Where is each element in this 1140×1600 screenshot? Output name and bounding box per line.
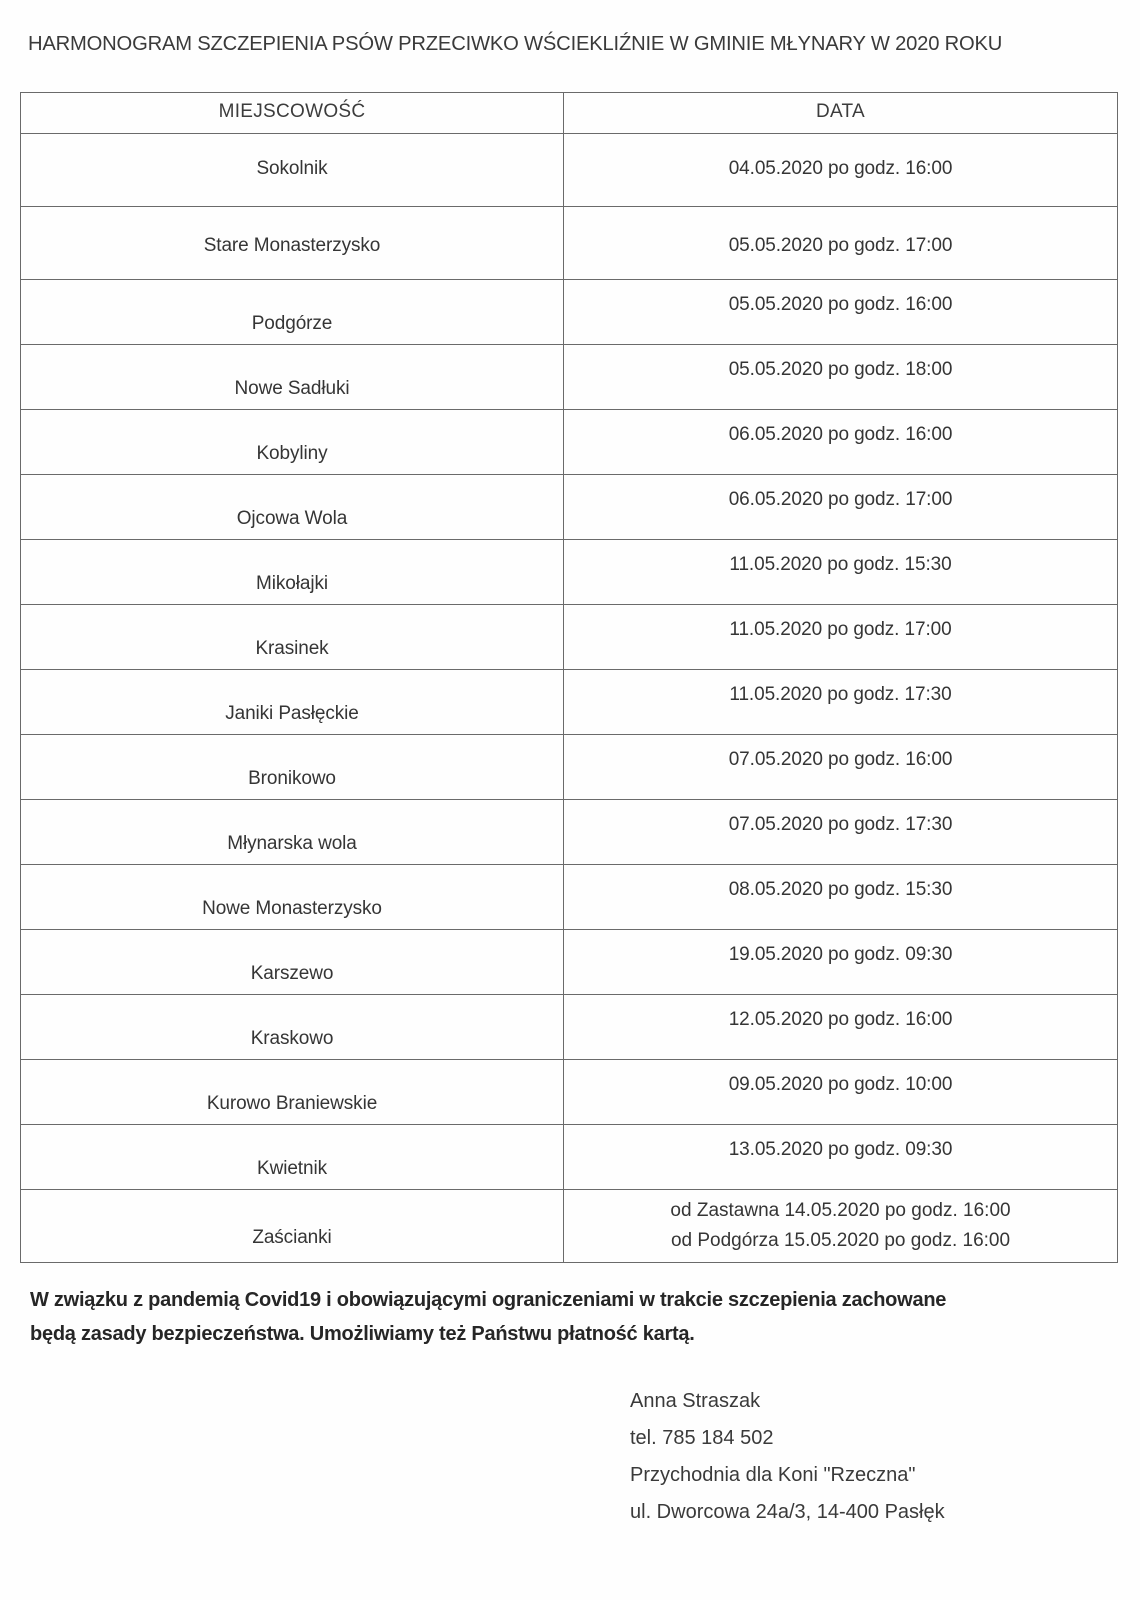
cell-date: [564, 865, 1118, 930]
table-row: [21, 995, 1118, 1060]
table-row: [21, 1125, 1118, 1190]
contact-address: ul. Dworcowa 24a/3, 14-400 Pasłęk: [630, 1501, 945, 1523]
column-header-date-label: DATA: [815, 101, 866, 122]
date-value: 19.05.2020 po godz. 09:30: [728, 944, 953, 965]
cell-date: [564, 207, 1118, 280]
cell-date: [564, 995, 1118, 1060]
table-row: [21, 930, 1118, 995]
cell-place: [21, 1060, 564, 1125]
table-row: [21, 605, 1118, 670]
place-name: Zaścianki: [252, 1227, 332, 1248]
cell-place: [21, 605, 564, 670]
cell-date: [564, 735, 1118, 800]
table-row: [21, 280, 1118, 345]
cell-date: [564, 134, 1118, 207]
cell-place: [21, 410, 564, 475]
cell-place: [21, 930, 564, 995]
date-value: 11.05.2020 po godz. 15:30: [729, 554, 952, 575]
table-row: [21, 475, 1118, 540]
cell-place: [21, 865, 564, 930]
table-row: [21, 345, 1118, 410]
place-name: Janiki Pasłęckie: [225, 703, 359, 724]
date-line-1: od Zastawna 14.05.2020 po godz. 16:00: [670, 1200, 1011, 1221]
column-header-date: [564, 93, 1118, 134]
cell-date: [564, 605, 1118, 670]
place-name: Nowe Monasterzysko: [202, 898, 382, 919]
cell-date: [564, 475, 1118, 540]
place-name: Sokolnik: [256, 158, 328, 179]
date-value: 04.05.2020 po godz. 16:00: [728, 158, 953, 179]
table-row: [21, 735, 1118, 800]
place-name: Nowe Sadłuki: [234, 378, 350, 399]
cell-place: [21, 1125, 564, 1190]
cell-place: [21, 735, 564, 800]
date-value: 13.05.2020 po godz. 09:30: [728, 1139, 953, 1160]
table-row: [21, 1190, 1118, 1263]
cell-place: [21, 134, 564, 207]
table-row: [21, 207, 1118, 280]
date-value: 05.05.2020 po godz. 16:00: [728, 294, 953, 315]
notice-line-1: W związku z pandemią Covid19 i obowiązującymi ograniczeniami w trakcie szczepienia zachowane: [30, 1289, 947, 1311]
date-value: 11.05.2020 po godz. 17:30: [729, 684, 952, 705]
cell-place: [21, 207, 564, 280]
date-value: 05.05.2020 po godz. 17:00: [728, 235, 953, 256]
cell-date: [564, 800, 1118, 865]
place-name: Podgórze: [251, 313, 333, 334]
table-row: [21, 670, 1118, 735]
contact-name: Anna Straszak: [630, 1390, 761, 1412]
date-value: 11.05.2020 po godz. 17:00: [729, 619, 952, 640]
date-value: 07.05.2020 po godz. 16:00: [728, 749, 953, 770]
place-name: Mikołajki: [256, 573, 328, 594]
cell-place: [21, 345, 564, 410]
cell-date: [564, 1190, 1118, 1263]
place-name: Bronikowo: [248, 768, 336, 789]
column-header-place-label: MIEJSCOWOŚĆ: [218, 101, 366, 122]
cell-place: [21, 995, 564, 1060]
cell-date: [564, 410, 1118, 475]
cell-place: [21, 280, 564, 345]
table-row: [21, 540, 1118, 605]
date-value: 06.05.2020 po godz. 16:00: [728, 424, 953, 445]
column-header-place: [21, 93, 564, 134]
date-value: 05.05.2020 po godz. 18:00: [728, 359, 953, 380]
date-value: 06.05.2020 po godz. 17:00: [728, 489, 953, 510]
place-name: Kobyliny: [256, 443, 328, 464]
table-row: [21, 1060, 1118, 1125]
cell-date: [564, 345, 1118, 410]
table-header-row: [21, 93, 1118, 134]
cell-date: [564, 670, 1118, 735]
date-line-2: od Podgórza 15.05.2020 po godz. 16:00: [670, 1230, 1011, 1251]
cell-place: [21, 475, 564, 540]
place-name: Kurowo Braniewskie: [206, 1093, 378, 1114]
date-value-multiline: [564, 1190, 1117, 1256]
contact-phone: tel. 785 184 502: [630, 1427, 774, 1449]
contact-signature-block: [630, 1383, 945, 1531]
cell-place: [21, 800, 564, 865]
cell-date: [564, 1125, 1118, 1190]
vaccination-schedule-table: [20, 92, 1118, 1263]
contact-clinic: Przychodnia dla Koni "Rzeczna": [630, 1464, 916, 1486]
covid-notice: [30, 1283, 1105, 1351]
place-name: Kraskowo: [250, 1028, 334, 1049]
cell-date: [564, 930, 1118, 995]
cell-place: [21, 670, 564, 735]
place-name: Ojcowa Wola: [236, 508, 348, 529]
table-row: [21, 134, 1118, 207]
cell-place: [21, 540, 564, 605]
page-title: HARMONOGRAM SZCZEPIENIA PSÓW PRZECIWKO WŚCIEKLIŹNIE W GMINIE MŁYNARY W 2020 ROKU: [28, 32, 1003, 55]
place-name: Kwietnik: [257, 1158, 327, 1179]
date-value: 09.05.2020 po godz. 10:00: [728, 1074, 953, 1095]
cell-date: [564, 280, 1118, 345]
table-row: [21, 800, 1118, 865]
place-name: Karszewo: [250, 963, 334, 984]
table-row: [21, 410, 1118, 475]
place-name: Stare Monasterzysko: [203, 235, 381, 256]
notice-line-2: będą zasady bezpieczeństwa. Umożliwiamy też Państwu płatność kartą.: [30, 1323, 695, 1345]
cell-place: [21, 1190, 564, 1263]
date-value: 08.05.2020 po godz. 15:30: [728, 879, 953, 900]
cell-date: [564, 540, 1118, 605]
place-name: Młynarska wola: [227, 833, 357, 854]
place-name: Krasinek: [255, 638, 329, 659]
date-value: 07.05.2020 po godz. 17:30: [728, 814, 953, 835]
table-row: [21, 865, 1118, 930]
date-value: 12.05.2020 po godz. 16:00: [728, 1009, 953, 1030]
table-body: [21, 134, 1118, 1263]
cell-date: [564, 1060, 1118, 1125]
